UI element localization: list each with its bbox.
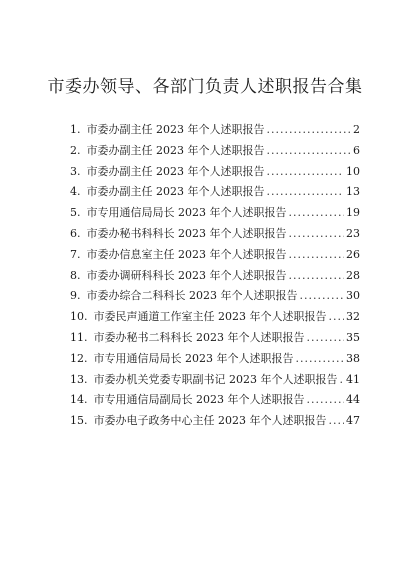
- toc-entry-page: 28: [346, 268, 360, 282]
- toc-entry-title: 市委办副主任 2023 年个人述职报告: [86, 143, 265, 157]
- toc-entry-13[interactable]: [70, 370, 360, 391]
- toc-dot-leader: [289, 224, 345, 245]
- toc-entry-title: 市专用通信局局长 2023 年个人述职报告: [93, 351, 294, 365]
- toc-entry-title: 市委办副主任 2023 年个人述职报告: [86, 123, 265, 136]
- toc-entry-page: 6: [353, 143, 360, 157]
- toc-entry-page: 38: [346, 351, 360, 365]
- toc-dot-leader: [340, 370, 345, 391]
- toc-entry-page: 26: [346, 247, 360, 261]
- toc-dot-leader: [267, 182, 345, 203]
- toc-entry-page: 32: [346, 310, 360, 324]
- toc-entry-4[interactable]: [70, 182, 360, 203]
- toc-entry-page: 13: [346, 185, 360, 199]
- toc-dot-leader: [300, 286, 345, 307]
- toc-entry-page: 35: [346, 330, 360, 344]
- toc-entry-number: 7.: [70, 247, 81, 261]
- toc-entry-number: 2.: [70, 143, 81, 157]
- toc-entry-page: 19: [346, 206, 360, 220]
- toc-entry-number: 12.: [70, 351, 88, 365]
- toc-entry-page: 41: [346, 372, 360, 386]
- toc-entry-number: 8.: [70, 268, 81, 282]
- toc-entry-6[interactable]: [70, 224, 360, 245]
- toc-entry-page: 30: [346, 289, 360, 303]
- toc-entry-number: 15.: [70, 414, 88, 428]
- toc-entry-number: 1.: [70, 123, 81, 136]
- document-title: 市委办领导、各部门负责人述职报告合集: [47, 77, 363, 97]
- toc-entry-number: 3.: [70, 164, 81, 178]
- toc-entry-page: 44: [346, 393, 360, 407]
- toc-entry-title: 市专用通信局副局长 2023 年个人述职报告: [93, 393, 305, 407]
- toc-entry-title: 市委办综合二科科长 2023 年个人述职报告: [86, 289, 298, 303]
- toc-entry-title: 市委民声通道工作室主任 2023 年个人述职报告: [93, 310, 327, 324]
- toc-entry-title: 市委办秘书科科长 2023 年个人述职报告: [86, 226, 287, 240]
- toc-entry-number: 14.: [70, 393, 88, 407]
- toc-dot-leader: [307, 328, 345, 349]
- toc-dot-leader: [329, 411, 345, 432]
- toc-entry-number: 4.: [70, 185, 81, 199]
- toc-dot-leader: [289, 245, 345, 266]
- toc-entry-title: 市委办信息室主任 2023 年个人述职报告: [86, 247, 287, 261]
- toc-dot-leader: [289, 266, 345, 287]
- toc-entry-title: 市委办副主任 2023 年个人述职报告: [86, 164, 265, 178]
- toc-entry-page: 2: [353, 123, 360, 136]
- toc-dot-leader: [267, 162, 345, 183]
- toc-entry-page: 47: [346, 414, 360, 428]
- toc-entry-title: 市委办电子政务中心主任 2023 年个人述职报告: [93, 414, 327, 428]
- toc-entry-11[interactable]: [70, 328, 360, 349]
- toc-entry-title: 市委办副主任 2023 年个人述职报告: [86, 185, 265, 199]
- toc-entry-15[interactable]: [70, 411, 360, 432]
- toc-entry-7[interactable]: [70, 245, 360, 266]
- toc-entry-5[interactable]: [70, 203, 360, 224]
- toc-entry-title: 市委办秘书二科科长 2023 年个人述职报告: [93, 330, 305, 344]
- toc-entry-page: 10: [346, 164, 360, 178]
- toc-dot-leader: [307, 390, 345, 411]
- toc-entry-14[interactable]: [70, 390, 360, 411]
- toc-entry-title: 市专用通信局局长 2023 年个人述职报告: [86, 206, 287, 220]
- toc-entry-number: 6.: [70, 226, 81, 240]
- toc-entry-10[interactable]: [70, 307, 360, 328]
- toc-entry-12[interactable]: [70, 349, 360, 370]
- toc-entry-2[interactable]: [70, 141, 360, 162]
- toc-entry-1[interactable]: [70, 120, 360, 141]
- toc-dot-leader: [296, 349, 345, 370]
- toc-entry-number: 13.: [70, 372, 88, 386]
- toc-dot-leader: [267, 120, 352, 141]
- toc-entry-3[interactable]: [70, 162, 360, 183]
- toc-entry-number: 5.: [70, 206, 81, 220]
- toc-entry-9[interactable]: [70, 286, 360, 307]
- table-of-contents: [70, 120, 360, 432]
- toc-dot-leader: [329, 307, 345, 328]
- toc-entry-page: 23: [346, 226, 360, 240]
- toc-entry-title: 市委办机关党委专职副书记 2023 年个人述职报告: [93, 372, 338, 386]
- toc-entry-number: 10.: [70, 310, 88, 324]
- toc-entry-number: 11.: [70, 330, 88, 344]
- toc-dot-leader: [267, 141, 352, 162]
- toc-entry-8[interactable]: [70, 266, 360, 287]
- toc-entry-number: 9.: [70, 289, 81, 303]
- toc-entry-title: 市委办调研科科长 2023 年个人述职报告: [86, 268, 287, 282]
- toc-dot-leader: [289, 203, 345, 224]
